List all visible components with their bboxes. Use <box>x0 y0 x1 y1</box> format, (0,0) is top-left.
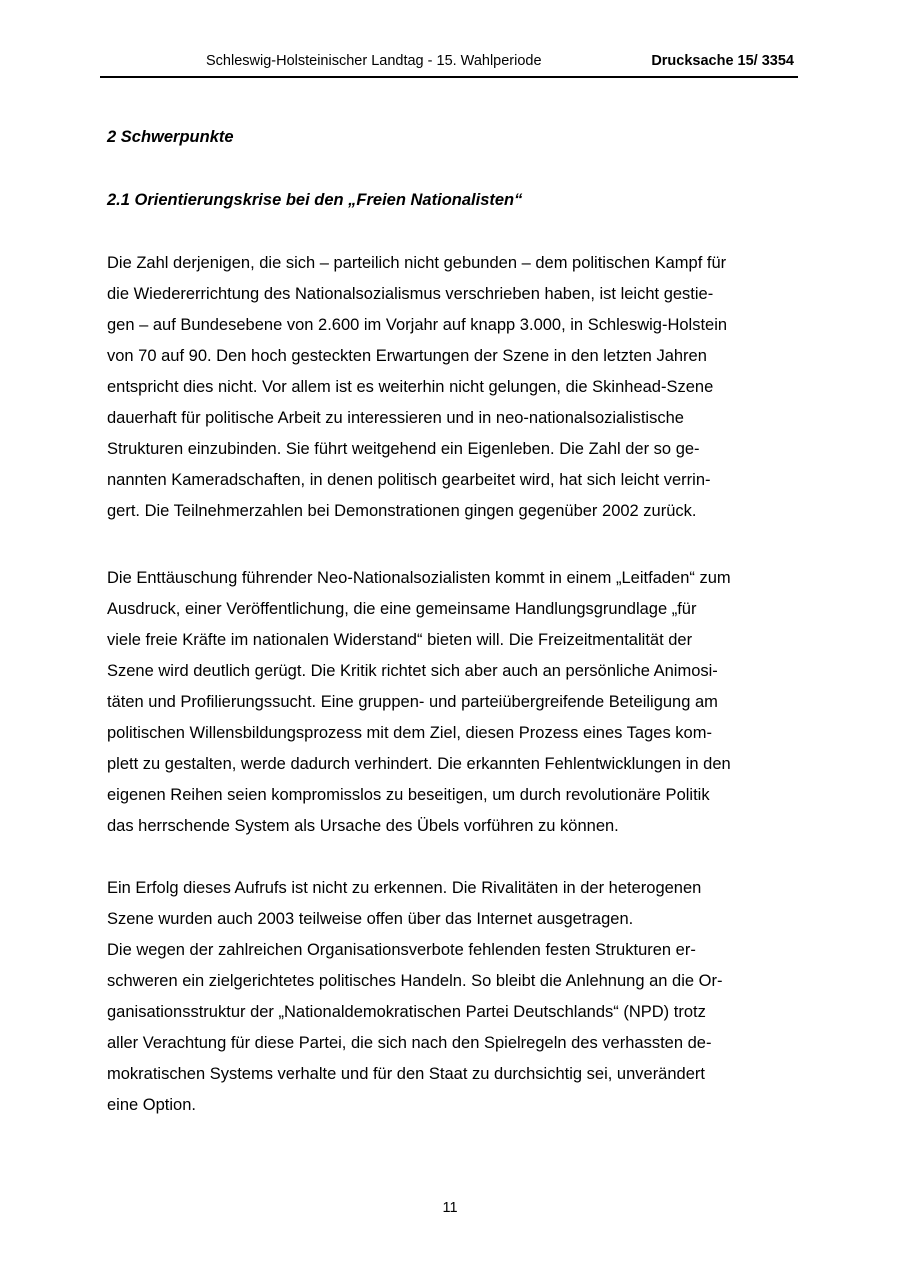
paragraph-1 <box>107 248 807 527</box>
paragraph-line: Die Enttäuschung führender Neo-Nationalsozialisten kommt in einem „Leitfaden“ zum <box>107 569 731 587</box>
paragraph-line: Szene wurden auch 2003 teilweise offen über das Internet ausgetragen. <box>107 910 634 928</box>
paragraph-line: Die wegen der zahlreichen Organisationsverbote fehlenden festen Strukturen er- <box>107 941 696 959</box>
document-number: Drucksache 15/ 3354 <box>651 53 794 69</box>
page-header <box>100 50 798 78</box>
paragraph-line: entspricht dies nicht. Vor allem ist es weiterhin nicht gelungen, die Skinhead-Szene <box>107 378 714 396</box>
paragraph-line: nannten Kameradschaften, in denen politisch gearbeitet wird, hat sich leicht verrin- <box>107 471 711 489</box>
paragraph-line: Strukturen einzubinden. Sie führt weitgehend ein Eigenleben. Die Zahl der so ge- <box>107 440 700 458</box>
paragraph-line: aller Verachtung für diese Partei, die sich nach den Spielregeln des verhassten de- <box>107 1034 712 1052</box>
paragraph-2 <box>107 563 807 842</box>
paragraph-line: plett zu gestalten, werde dadurch verhindert. Die erkannten Fehlentwicklungen in den <box>107 755 731 773</box>
page-number: 11 <box>442 1200 458 1216</box>
subsection-heading: 2.1 Orientierungskrise bei den „Freien Nationalisten“ <box>107 191 523 209</box>
paragraph-line: gert. Die Teilnehmerzahlen bei Demonstrationen gingen gegenüber 2002 zurück. <box>107 502 697 520</box>
paragraph-line: schweren ein zielgerichtetes politisches Handeln. So bleibt die Anlehnung an die Or- <box>107 972 723 990</box>
paragraph-line: ganisationsstruktur der „Nationaldemokratischen Partei Deutschlands“ (NPD) trotz <box>107 1003 706 1021</box>
header-title: Schleswig-Holsteinischer Landtag - 15. Wahlperiode <box>206 53 542 69</box>
paragraph-line: eigenen Reihen seien kompromisslos zu beseitigen, um durch revolutionäre Politik <box>107 786 710 804</box>
paragraph-line: von 70 auf 90. Den hoch gesteckten Erwartungen der Szene in den letzten Jahren <box>107 347 707 365</box>
paragraph-line: mokratischen Systems verhalte und für den Staat zu durchsichtig sei, unverändert <box>107 1065 705 1083</box>
paragraph-line: Ausdruck, einer Veröffentlichung, die eine gemeinsame Handlungsgrundlage „für <box>107 600 697 618</box>
paragraph-line: das herrschende System als Ursache des Übels vorführen zu können. <box>107 817 619 835</box>
paragraph-line: die Wiedererrichtung des Nationalsozialismus verschrieben haben, ist leicht gestie- <box>107 285 714 303</box>
paragraph-line: politischen Willensbildungsprozess mit dem Ziel, diesen Prozess eines Tages kom- <box>107 724 712 742</box>
paragraph-3 <box>107 873 807 1121</box>
paragraph-line: eine Option. <box>107 1096 196 1114</box>
paragraph-line: viele freie Kräfte im nationalen Widerstand“ bieten will. Die Freizeitmentalität der <box>107 631 693 649</box>
paragraph-line: gen – auf Bundesebene von 2.600 im Vorjahr auf knapp 3.000, in Schleswig-Holstein <box>107 316 728 334</box>
paragraph-line: Szene wird deutlich gerügt. Die Kritik richtet sich aber auch an persönliche Animosi- <box>107 662 718 680</box>
paragraph-line: dauerhaft für politische Arbeit zu interessieren und in neo-nationalsozialistische <box>107 409 684 427</box>
paragraph-line: Ein Erfolg dieses Aufrufs ist nicht zu erkennen. Die Rivalitäten in der heterogenen <box>107 879 702 897</box>
section-heading: 2 Schwerpunkte <box>107 128 234 146</box>
paragraph-line: Die Zahl derjenigen, die sich – parteilich nicht gebunden – dem politischen Kampf für <box>107 254 727 272</box>
paragraph-line: täten und Profilierungssucht. Eine gruppen- und parteiübergreifende Beteiligung am <box>107 693 718 711</box>
